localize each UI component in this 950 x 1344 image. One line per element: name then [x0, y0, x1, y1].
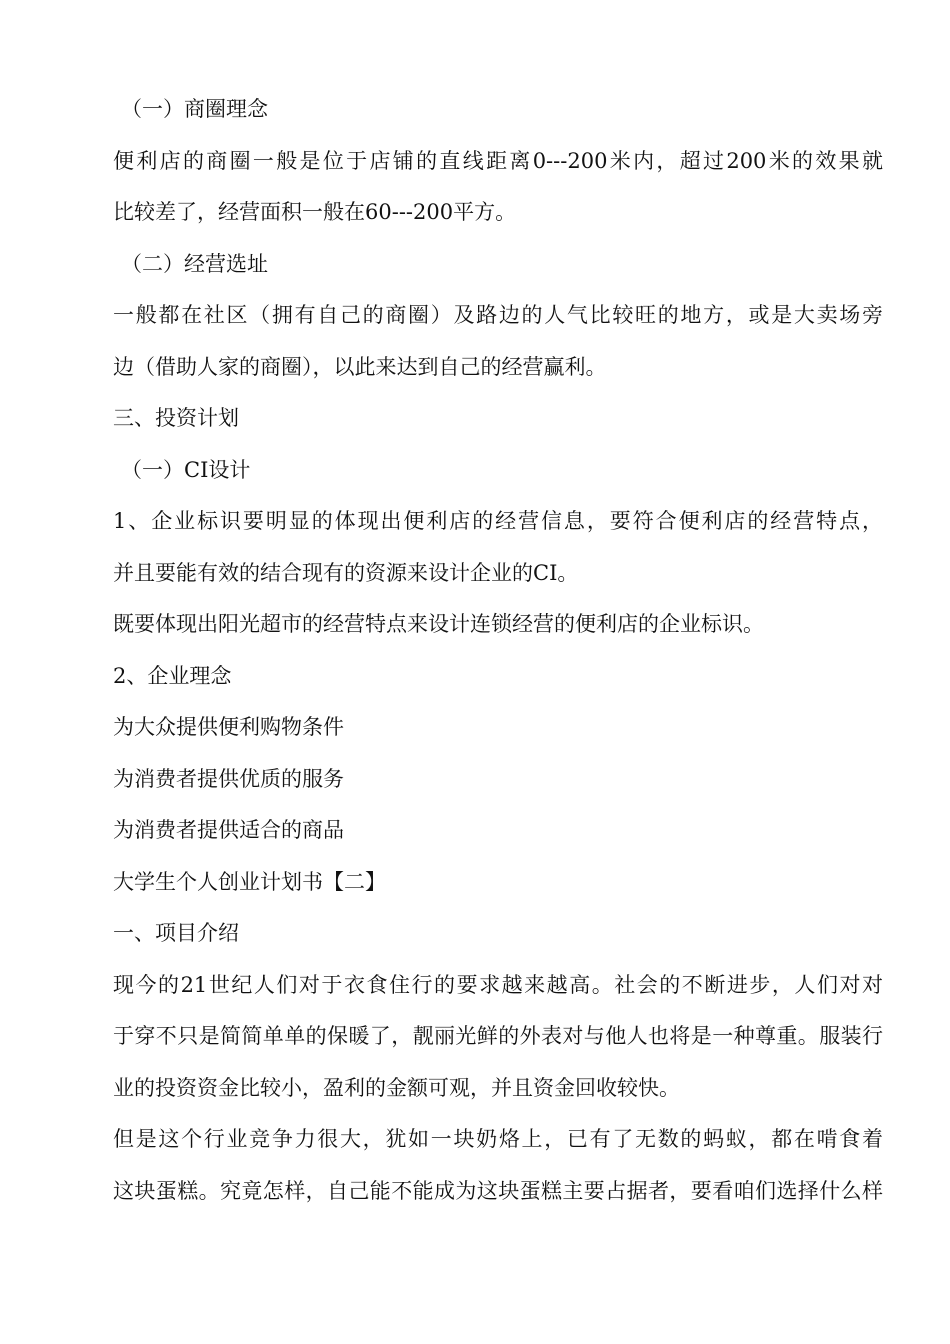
paragraph-line: 1、企业标识要明显的体现出便利店的经营信息，要符合便利店的经营特点， — [113, 509, 883, 533]
document-body — [113, 84, 883, 1217]
paragraph-line: 业的投资资金比较小，盈利的金额可观，并且资金回收较快。 — [113, 1075, 680, 1100]
philosophy-item: 为大众提供便利购物条件 — [113, 715, 344, 739]
section-heading-investment-plan: 三、投资计划 — [113, 406, 239, 430]
paragraph-line: 但是这个行业竞争力很大，犹如一块奶烙上，已有了无数的蚂蚁，都在啃食着 — [113, 1127, 883, 1151]
paragraph-line: 比较差了，经营面积一般在60---200平方。 — [113, 200, 517, 224]
paragraph-line: 于穿不只是简简单单的保暖了，靓丽光鲜的外表对与他人也将是一种尊重。服装行 — [113, 1024, 883, 1048]
paragraph-line: 一般都在社区（拥有自己的商圈）及路边的人气比较旺的地方，或是大卖场旁 — [113, 303, 883, 327]
subheading-site-selection: （二）经营选址 — [121, 251, 268, 276]
subheading-ci-design: （一）CI设计 — [121, 457, 251, 482]
list-heading-enterprise-philosophy: 2、企业理念 — [113, 663, 232, 688]
paragraph-line: 这块蛋糕。究竟怎样，自己能不能成为这块蛋糕主要占据者，要看咱们选择什么样 — [113, 1178, 883, 1203]
document-title-part-two: 大学生个人创业计划书【二】 — [113, 869, 386, 894]
philosophy-item: 为消费者提供优质的服务 — [113, 766, 344, 791]
paragraph-line: 现今的21世纪人们对于衣食住行的要求越来越高。社会的不断进步，人们对对 — [113, 972, 883, 997]
paragraph-line: 并且要能有效的结合现有的资源来设计企业的CI。 — [113, 560, 579, 585]
paragraph-line: 边（借助人家的商圈），以此来达到自己的经营赢利。 — [113, 354, 607, 379]
paragraph-line: 既要体现出阳光超市的经营特点来设计连锁经营的便利店的企业标识。 — [113, 612, 764, 636]
philosophy-item: 为消费者提供适合的商品 — [113, 818, 344, 842]
paragraph-line: 便利店的商圈一般是位于店铺的直线距离0---200米内，超过200米的效果就 — [113, 148, 883, 173]
subheading-business-circle: （一）商圈理念 — [121, 97, 268, 121]
section-heading-project-intro: 一、项目介绍 — [113, 921, 239, 945]
